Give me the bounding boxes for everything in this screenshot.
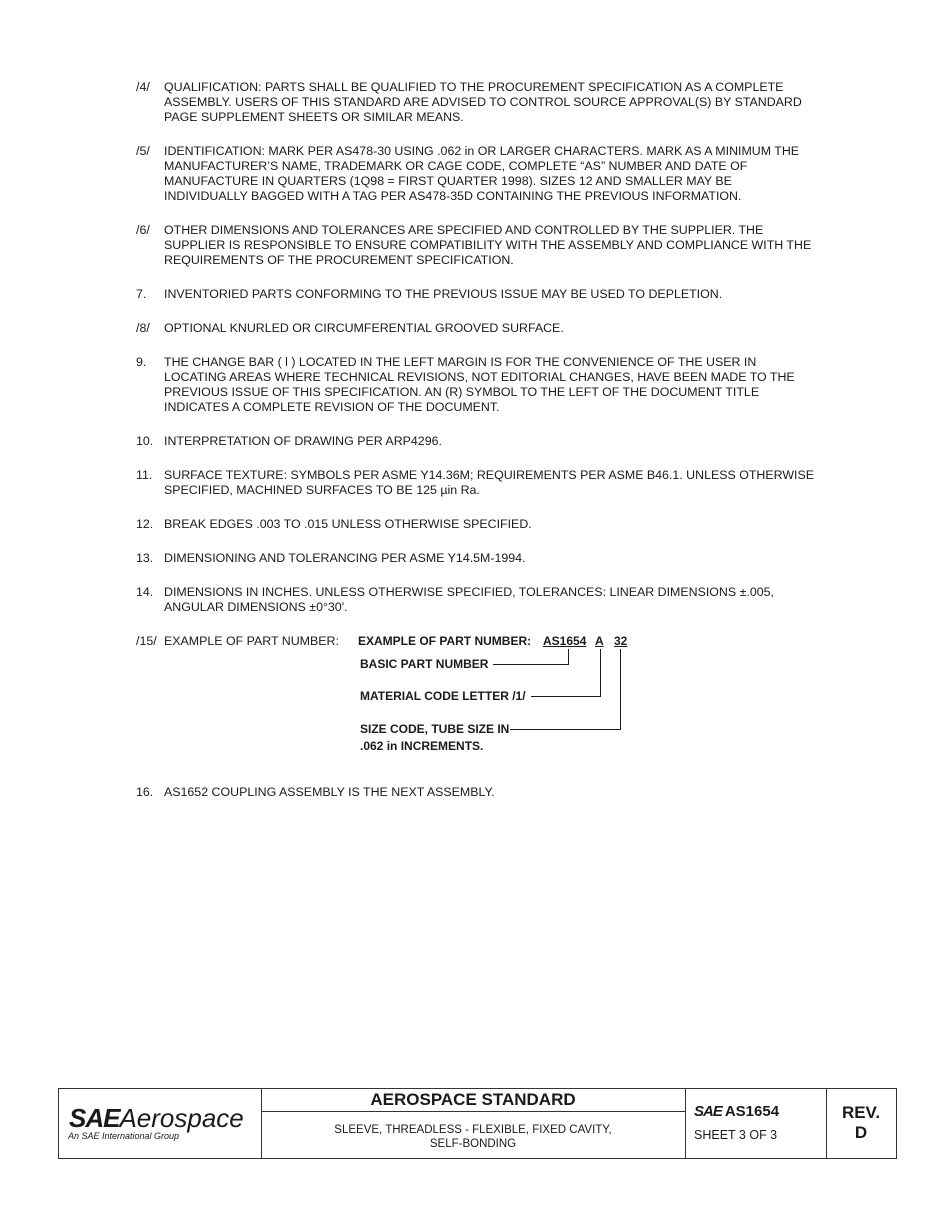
part-number-diagram xyxy=(358,632,658,757)
note-number: /5/ xyxy=(136,144,150,158)
note-item xyxy=(136,468,836,498)
note-text: IDENTIFICATION: MARK PER AS478-30 USING .062 in OR LARGER CHARACTERS. MARK AS A MINIMUM THE MANUFACTURER’S NAME, TRADEMARK OR CAGE CODE, COMPLETE “AS” NUMBER AND DATE OF MANUFACTURE IN QUARTERS (1Q98 = FIRST QUARTER 1998). SIZES 12 AND SMALLER MAY BE INDIVIDUALLY BAGGED WITH A TAG PER AS478-35D CONTAINING THE PREVIOUS INFORMATION. xyxy=(164,144,800,203)
notes-list xyxy=(136,80,836,649)
leader-basic-v xyxy=(568,649,569,665)
note-text: OPTIONAL KNURLED OR CIRCUMFERENTIAL GROOVED SURFACE. xyxy=(164,321,564,335)
note-text: AS1652 COUPLING ASSEMBLY IS THE NEXT ASSEMBLY. xyxy=(164,785,495,799)
standard-title: AEROSPACE STANDARD xyxy=(261,1089,685,1112)
note-number: 11. xyxy=(136,468,153,482)
note-number: /6/ xyxy=(136,223,150,237)
revision: REV. D xyxy=(841,1103,881,1142)
note-number: 10. xyxy=(136,434,154,448)
note-text: QUALIFICATION: PARTS SHALL BE QUALIFIED TO THE PROCUREMENT SPECIFICATION AS A COMPLETE ASSEMBLY. USERS OF THIS STANDARD ARE ADVISED TO CONTROL SOURCE APPROVAL(S) BY STANDARD PAGE SUPPLEMENT SHEETS OR SIMILAR MEANS. xyxy=(164,80,802,124)
note-text: INVENTORIED PARTS CONFORMING TO THE PREVIOUS ISSUE MAY BE USED TO DEPLETION. xyxy=(164,287,723,301)
pn-base: AS1654 xyxy=(543,634,587,648)
pn-size-label-2: .062 in INCREMENTS. xyxy=(360,739,484,753)
note-number: 13. xyxy=(136,551,154,565)
pn-material-label: MATERIAL CODE LETTER /1/ xyxy=(360,689,526,703)
note-item xyxy=(136,585,836,615)
pn-size-label-1: SIZE CODE, TUBE SIZE IN xyxy=(360,722,510,736)
note-item xyxy=(136,287,836,302)
pn-material: A xyxy=(595,634,604,648)
leader-basic-h xyxy=(493,664,568,665)
pn-header: EXAMPLE OF PART NUMBER: xyxy=(358,634,532,648)
note-text: DIMENSIONS IN INCHES. UNLESS OTHERWISE SPECIFIED, TOLERANCES: LINEAR DIMENSIONS ±.005, ANGULAR DIMENSIONS ±0°30'. xyxy=(164,585,774,614)
note-number: 16. xyxy=(136,785,154,799)
note-number: 14. xyxy=(136,585,154,599)
document-number xyxy=(694,1103,779,1120)
note-item xyxy=(136,223,836,268)
note-item xyxy=(136,355,836,415)
note-16 xyxy=(136,785,836,819)
leader-size-v xyxy=(620,649,621,730)
sheet-number: SHEET 3 OF 3 xyxy=(694,1128,778,1142)
note-item xyxy=(136,321,836,336)
note-text: SURFACE TEXTURE: SYMBOLS PER ASME Y14.36M; REQUIREMENTS PER ASME B46.1. UNLESS OTHERWISE SPECIFIED, MACHINED SURFACES TO BE 125 µin Ra. xyxy=(164,468,815,497)
leader-material-h xyxy=(531,696,600,697)
leader-size-h xyxy=(510,729,620,730)
logo-aerospace: Aerospace xyxy=(119,1103,244,1133)
doc-number: AS1654 xyxy=(724,1103,780,1120)
note-item xyxy=(136,551,836,566)
note-text: INTERPRETATION OF DRAWING PER ARP4296. xyxy=(164,434,442,448)
note-number: 7. xyxy=(136,287,147,301)
doc-sae-mark: SAE xyxy=(694,1103,722,1120)
pn-size: 32 xyxy=(614,634,628,648)
logo-wordmark xyxy=(69,1103,244,1134)
logo-subtitle: An SAE International Group xyxy=(68,1131,180,1141)
note-text: OTHER DIMENSIONS AND TOLERANCES ARE SPECIFIED AND CONTROLLED BY THE SUPPLIER. THE SUPPLIER IS RESPONSIBLE TO ENSURE COMPATIBILITY WITH THE ASSEMBLY AND COMPLIANCE WITH THE REQUIREMENTS OF THE PROCUREMENT SPECIFICATION. xyxy=(164,223,812,267)
title-cell xyxy=(261,1089,686,1158)
note-number: /4/ xyxy=(136,80,150,94)
standard-description: SLEEVE, THREADLESS - FLEXIBLE, FIXED CAVITY, SELF-BONDING xyxy=(334,1124,612,1150)
title-block xyxy=(58,1088,897,1159)
note-item xyxy=(136,144,836,204)
note-text: EXAMPLE OF PART NUMBER: xyxy=(164,634,339,648)
note-text: DIMENSIONING AND TOLERANCING PER ASME Y14.5M-1994. xyxy=(164,551,526,565)
note-text: BREAK EDGES .003 TO .015 UNLESS OTHERWISE SPECIFIED. xyxy=(164,517,532,531)
note-number: 12. xyxy=(136,517,154,531)
leader-material-v xyxy=(600,649,601,697)
pn-basic-label: BASIC PART NUMBER xyxy=(360,657,489,671)
note-item xyxy=(136,517,836,532)
note-item xyxy=(136,80,836,125)
document-number-cell xyxy=(685,1089,827,1158)
note-number: /8/ xyxy=(136,321,150,335)
note-number: /15/ xyxy=(136,634,157,648)
sae-aerospace-logo xyxy=(59,1089,262,1158)
note-number: 9. xyxy=(136,355,147,369)
logo-sae: SAE xyxy=(69,1103,120,1133)
note-item xyxy=(136,434,836,449)
note-text: THE CHANGE BAR ( l ) LOCATED IN THE LEFT MARGIN IS FOR THE CONVENIENCE OF THE USER IN LOCATING AREAS WHERE TECHNICAL REVISIONS, NOT EDITORIAL CHANGES, HAVE BEEN MADE TO THE PREVIOUS ISSUE OF THIS SPECIFICATION. AN (R) SYMBOL TO THE LEFT OF THE DOCUMENT TITLE INDICATES A COMPLETE REVISION OF THE DOCUMENT. xyxy=(164,355,795,414)
